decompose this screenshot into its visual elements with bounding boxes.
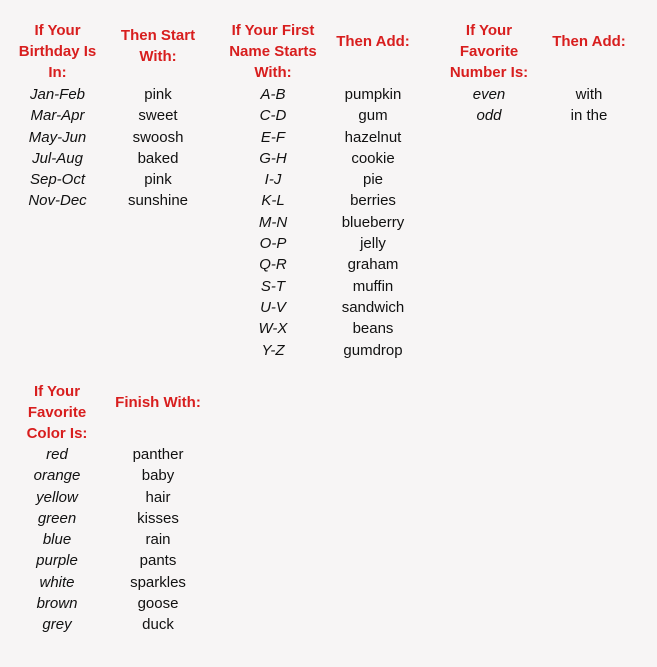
start-column xyxy=(112,20,204,212)
color-column xyxy=(12,381,102,636)
list-item: kisses xyxy=(137,509,179,527)
list-item: orange xyxy=(33,467,81,485)
list-item: pants xyxy=(139,552,177,570)
list-item: Mar-Apr xyxy=(30,107,85,125)
list-item: swoosh xyxy=(132,128,184,146)
header-line: If Your xyxy=(465,22,513,39)
header-line: Birthday Is xyxy=(18,43,97,60)
list-item: pink xyxy=(144,86,172,103)
list-item: duck xyxy=(142,616,174,634)
list-item: M-N xyxy=(258,213,288,231)
color-header xyxy=(12,381,102,444)
list-item: sandwich xyxy=(341,298,405,316)
list-item: Q-R xyxy=(259,256,287,274)
number-header-lines xyxy=(450,20,528,83)
list-item: baked xyxy=(137,149,179,167)
list-item: with xyxy=(575,86,603,103)
list-item: purple xyxy=(36,552,78,570)
list-item: blueberry xyxy=(341,213,405,231)
finish-header xyxy=(108,381,208,423)
add2-header xyxy=(544,20,634,62)
list-item: A-B xyxy=(260,86,286,103)
list-item: cookie xyxy=(351,149,395,167)
birthday-list xyxy=(10,84,105,212)
header-line: Favorite xyxy=(459,43,519,60)
list-item: May-Jun xyxy=(28,128,87,146)
list-item: yellow xyxy=(36,488,78,506)
list-item: Jan-Feb xyxy=(29,86,86,103)
list-item: blue xyxy=(42,531,72,549)
add2-list xyxy=(544,84,634,127)
list-item: beans xyxy=(352,320,394,338)
start-header xyxy=(112,20,204,72)
add2-header-lines xyxy=(552,31,626,52)
header-line: With: xyxy=(139,48,177,65)
finish-list xyxy=(108,444,208,636)
add2-column xyxy=(544,20,634,127)
header-line: If Your First xyxy=(231,22,315,39)
list-item: C-D xyxy=(259,107,287,125)
list-item: hair xyxy=(145,488,171,506)
color-list xyxy=(12,444,102,636)
header-line: Then Add: xyxy=(552,32,626,50)
list-item: gumdrop xyxy=(343,341,403,359)
list-item: jelly xyxy=(360,235,386,253)
list-item: O-P xyxy=(259,235,287,253)
start-list xyxy=(112,84,204,212)
header-line: Then Start xyxy=(120,27,196,44)
list-item: sweet xyxy=(138,107,178,125)
header-line: If Your xyxy=(33,383,81,400)
birthday-header xyxy=(10,20,105,83)
header-line: Name Starts xyxy=(229,43,317,60)
header-line: If Your xyxy=(34,22,81,39)
header-line: With: xyxy=(254,64,292,81)
list-item: U-V xyxy=(260,298,286,316)
list-item: W-X xyxy=(258,320,288,338)
header-line: In: xyxy=(48,64,67,81)
list-item: pink xyxy=(144,171,172,189)
add1-column xyxy=(328,20,418,361)
list-item: sparkles xyxy=(130,573,186,591)
list-item: sunshine xyxy=(127,192,189,210)
list-item: pumpkin xyxy=(344,86,402,103)
first-name-header-lines xyxy=(229,20,317,83)
list-item: even xyxy=(472,86,506,103)
list-item: graham xyxy=(347,256,399,274)
list-item: brown xyxy=(36,595,78,613)
list-item: G-H xyxy=(259,149,287,167)
list-item: K-L xyxy=(261,192,285,210)
list-item: muffin xyxy=(352,277,394,295)
first-name-column xyxy=(223,20,323,361)
list-item: Y-Z xyxy=(261,341,285,359)
list-item: S-T xyxy=(260,277,286,295)
list-item: berries xyxy=(350,192,396,210)
add1-header xyxy=(328,20,418,62)
color-header-lines xyxy=(27,381,88,444)
header-line: Finish With: xyxy=(115,393,201,411)
finish-header-lines xyxy=(115,392,201,413)
list-item: Sep-Oct xyxy=(29,171,86,189)
birthday-header-lines xyxy=(19,20,97,83)
header-line: Number Is: xyxy=(449,64,529,81)
first-name-header xyxy=(223,20,323,83)
list-item: red xyxy=(46,446,68,463)
finish-column xyxy=(108,381,208,636)
list-item: I-J xyxy=(264,171,282,189)
first-name-list xyxy=(223,84,323,361)
header-line: Then Add: xyxy=(336,32,410,50)
list-item: odd xyxy=(476,107,502,125)
list-item: goose xyxy=(137,595,179,613)
list-item: hazelnut xyxy=(344,128,402,146)
header-line: Color Is: xyxy=(26,425,88,442)
list-item: in the xyxy=(570,107,608,125)
list-item: Nov-Dec xyxy=(28,192,87,210)
add1-header-lines xyxy=(336,31,410,52)
birthday-column xyxy=(10,20,105,212)
list-item: white xyxy=(39,573,75,591)
list-item: gum xyxy=(358,107,388,125)
list-item: rain xyxy=(145,531,171,549)
number-column xyxy=(440,20,538,127)
list-item: pie xyxy=(362,171,384,189)
list-item: panther xyxy=(132,446,184,463)
list-item: green xyxy=(37,509,77,527)
number-header xyxy=(440,20,538,83)
list-item: grey xyxy=(42,616,72,634)
list-item: Jul-Aug xyxy=(32,149,83,167)
start-header-lines xyxy=(121,25,195,67)
list-item: E-F xyxy=(260,128,286,146)
header-line: Favorite xyxy=(27,404,87,421)
number-list xyxy=(440,84,538,127)
list-item: baby xyxy=(141,467,175,485)
add1-list xyxy=(328,84,418,361)
